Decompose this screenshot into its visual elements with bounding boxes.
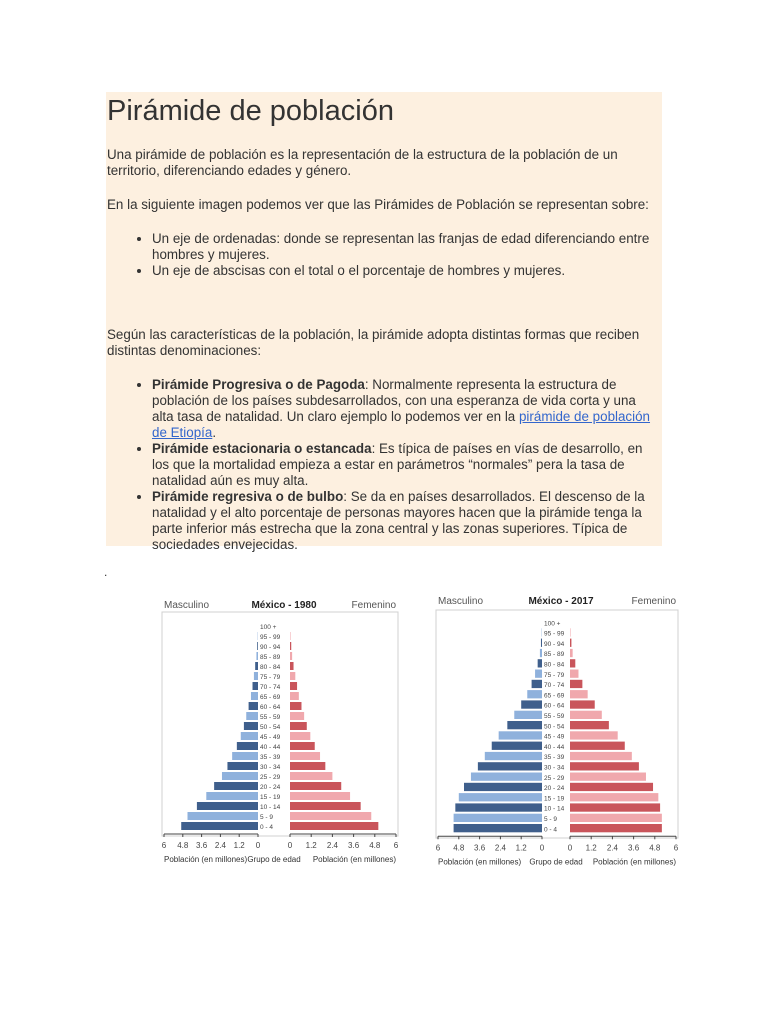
male-bar [507,721,542,729]
age-group-label: 25 - 29 [260,774,281,781]
female-bar [570,773,646,781]
list-item [152,377,657,441]
female-bar [290,652,292,660]
x-axis-label-right: Población (en millones) [312,855,396,864]
age-group-label: 85 - 89 [544,651,565,659]
form-text: : Es típica de países en vías de desarrollo, en los que la mortalidad empieza a estar en parámetros “normales” pera la tasa de natalidad aún es muy alta. [152,441,643,488]
age-group-label: 80 - 84 [260,664,281,671]
form-term: Pirámide estacionaria o estancada [152,441,372,456]
male-bar [492,742,542,750]
male-bar [232,752,258,760]
form-text: : Se da en países desarrollados. El descenso de la natalidad y el alto porcentaje de personas mayores hacen que la pirámide tenga la parte inferior más estrecha que la zona central y las zonas superiores. Típica de sociedades envejecidas. [152,489,645,552]
male-bar [246,712,258,720]
age-group-label: 70 - 74 [544,682,565,690]
female-bar [290,752,320,760]
ethiopia-pyramid-link[interactable]: pirámide de población de Etiopía [152,409,651,440]
age-group-label: 85 - 89 [260,654,281,661]
age-group-label: 10 - 14 [544,805,565,813]
x-tick-label: 0 [567,843,573,853]
article [107,92,657,553]
female-bar [290,742,315,750]
x-axis-label-right: Población (en millones) [592,857,676,867]
female-bar [290,762,325,770]
male-bar [181,822,258,830]
list-item [152,489,657,553]
right-legend-label: Femenino [631,596,676,607]
male-bar [532,680,542,688]
female-bar [570,649,573,657]
age-group-label: 5 - 9 [260,814,274,821]
x-axis-label-left: Población (en millones) [164,855,248,864]
form-term: Pirámide Progresiva o de Pagoda [152,377,365,392]
age-group-label: 45 - 49 [544,733,565,741]
age-group-label: 75 - 79 [260,674,281,681]
male-bar [237,742,258,750]
female-bar [570,700,595,708]
male-bar [241,732,258,740]
female-bar [570,731,618,739]
female-bar [290,672,295,680]
x-tick-label: 2.4 [326,841,338,850]
pyramid-chart-1980 [160,594,400,884]
female-bar [570,793,658,801]
age-group-label: 70 - 74 [260,684,281,691]
female-bar [570,711,602,719]
intro-paragraph: Una pirámide de población es la representación de la estructura de la población de un territorio, diferenciando edades y género. [107,147,618,178]
age-group-label: 35 - 39 [544,754,565,762]
pyramid-chart-2017 [432,590,682,890]
x-tick-label: 0 [287,841,293,850]
male-bar [540,649,542,657]
x-axis-label-center: Grupo de edad [529,857,583,867]
male-bar [514,711,542,719]
male-bar [222,772,258,780]
female-bar [290,712,304,720]
male-bar [244,722,258,730]
age-group-label: 55 - 59 [260,714,281,721]
male-bar [478,762,542,770]
x-tick-label: 6 [393,841,399,850]
right-legend-label: Femenino [351,600,396,611]
age-group-label: 95 - 99 [544,630,565,638]
x-tick-label: 4.8 [453,843,465,853]
x-tick-label: 0 [255,841,261,850]
age-group-label: 80 - 84 [544,661,565,669]
age-group-label: 25 - 29 [544,774,565,782]
male-bar [455,803,542,811]
left-legend-label: Masculino [164,600,210,611]
male-bar [535,670,542,678]
form-text-end: . [212,425,217,440]
male-bar [471,773,542,781]
age-group-label: 65 - 69 [260,694,281,701]
chart-title: México - 2017 [528,596,594,607]
age-group-label: 90 - 94 [260,644,281,651]
male-bar [257,642,258,650]
age-group-label: 55 - 59 [544,713,565,720]
x-axis-label-left: Población (en millones) [438,857,522,867]
female-bar [570,721,609,729]
age-group-label: 50 - 54 [544,723,565,731]
age-group-label: 65 - 69 [544,692,565,700]
axes-list [107,231,657,279]
female-bar [570,824,662,832]
male-bar [499,731,542,739]
male-bar [541,639,542,647]
female-bar [570,690,588,698]
x-tick-label: 4.8 [369,841,381,850]
male-bar [485,752,542,760]
male-bar [538,659,542,667]
list-item: • Un eje de abscisas con el total o el porcentaje de hombres y mujeres. [152,263,657,279]
age-group-label: 30 - 34 [260,764,281,771]
x-tick-label: 1.2 [585,843,597,853]
x-tick-label: 4.8 [177,841,189,850]
female-bar [570,639,571,647]
age-group-label: 15 - 19 [260,794,281,801]
age-group-label: 20 - 24 [544,785,565,793]
age-group-label: 0 - 4 [260,824,274,831]
forms-lead-paragraph: Según las características de la población, la pirámide adopta distintas formas que reciben distintas denominaciones: [107,327,640,358]
age-group-label: 0 - 4 [544,826,558,834]
form-term: Pirámide regresiva o de bulbo [152,489,344,504]
male-bar [255,662,258,670]
x-tick-label: 1.2 [305,841,317,850]
age-group-label: 30 - 34 [544,764,565,772]
x-tick-label: 1.2 [233,841,245,850]
forms-list [107,377,657,553]
age-group-label: 75 - 79 [544,671,565,679]
stray-dot: . [104,565,108,579]
female-bar [570,762,639,770]
list-item [152,441,657,489]
male-bar [464,783,542,791]
age-group-label: 20 - 24 [260,784,281,791]
age-group-label: 40 - 44 [544,743,565,751]
male-bar [188,812,259,820]
age-group-label: 40 - 44 [260,744,281,751]
male-bar [253,682,258,690]
chart-title: México - 1980 [251,600,317,611]
female-bar [290,642,291,650]
female-bar [570,680,582,688]
male-bar [206,792,258,800]
x-tick-label: 6 [435,843,441,853]
x-tick-label: 3.6 [196,841,208,850]
age-group-label: 60 - 64 [260,704,281,711]
form-text: : Normalmente representa la estructura de población de los países subdesarrollados, con una esperanza de vida corta y una alta tasa de natalidad. Un claro ejemplo lo podemos ver en la [152,377,636,424]
x-tick-label: 3.6 [628,843,640,853]
female-bar [570,742,625,750]
x-tick-label: 6 [673,843,679,853]
male-bar [197,802,258,810]
x-tick-label: 1.2 [515,843,527,853]
male-bar [254,672,258,680]
age-group-label: 60 - 64 [544,702,565,710]
female-bar [290,822,378,830]
x-tick-label: 3.6 [348,841,360,850]
x-tick-label: 4.8 [649,843,661,853]
page-title: Pirámide de población [107,95,394,127]
female-bar [290,692,299,700]
female-bar [290,802,361,810]
male-bar [256,652,258,660]
x-axis-label-center: Grupo de edad [247,855,301,864]
male-bar [527,690,542,698]
female-bar [290,632,291,640]
list-item: • Un eje de ordenadas: donde se representan las franjas de edad diferenciando entre hombres y mujeres. [152,231,657,263]
age-group-label: 90 - 94 [544,640,565,648]
female-bar [570,628,571,636]
x-tick-label: 3.6 [474,843,486,853]
age-group-label: 35 - 39 [260,754,281,761]
female-bar [290,792,350,800]
x-tick-label: 0 [539,843,545,853]
female-bar [570,814,662,822]
x-tick-label: 6 [161,841,167,850]
lead-paragraph: En la siguiente imagen podemos ver que las Pirámides de Población se representan sobre: [107,197,649,212]
female-bar [570,670,578,678]
female-bar [290,782,341,790]
male-bar [454,814,542,822]
age-group-label: 50 - 54 [260,724,281,731]
x-tick-label: 2.4 [214,841,226,850]
female-bar [570,783,653,791]
x-tick-label: 2.4 [494,843,506,853]
female-bar [290,702,301,710]
age-group-label: 15 - 19 [544,795,565,803]
female-bar [570,659,575,667]
male-bar [521,700,542,708]
female-bar [290,682,297,690]
age-group-label: 100 + [544,620,561,628]
female-bar [290,722,307,730]
age-group-label: 5 - 9 [544,816,558,823]
left-legend-label: Masculino [438,596,484,607]
age-group-label: 95 - 99 [260,634,281,641]
female-bar [290,662,294,670]
male-bar [454,824,542,832]
female-bar [290,732,310,740]
female-bar [570,803,660,811]
age-group-label: 10 - 14 [260,804,281,811]
male-bar [227,762,258,770]
x-tick-label: 2.4 [606,843,618,853]
male-bar [249,702,258,710]
female-bar [290,812,371,820]
male-bar [459,793,542,801]
female-bar [290,772,332,780]
female-bar [570,752,632,760]
age-group-label: 45 - 49 [260,734,281,741]
age-group-label: 100 + [260,624,277,631]
male-bar [251,692,258,700]
male-bar [214,782,258,790]
